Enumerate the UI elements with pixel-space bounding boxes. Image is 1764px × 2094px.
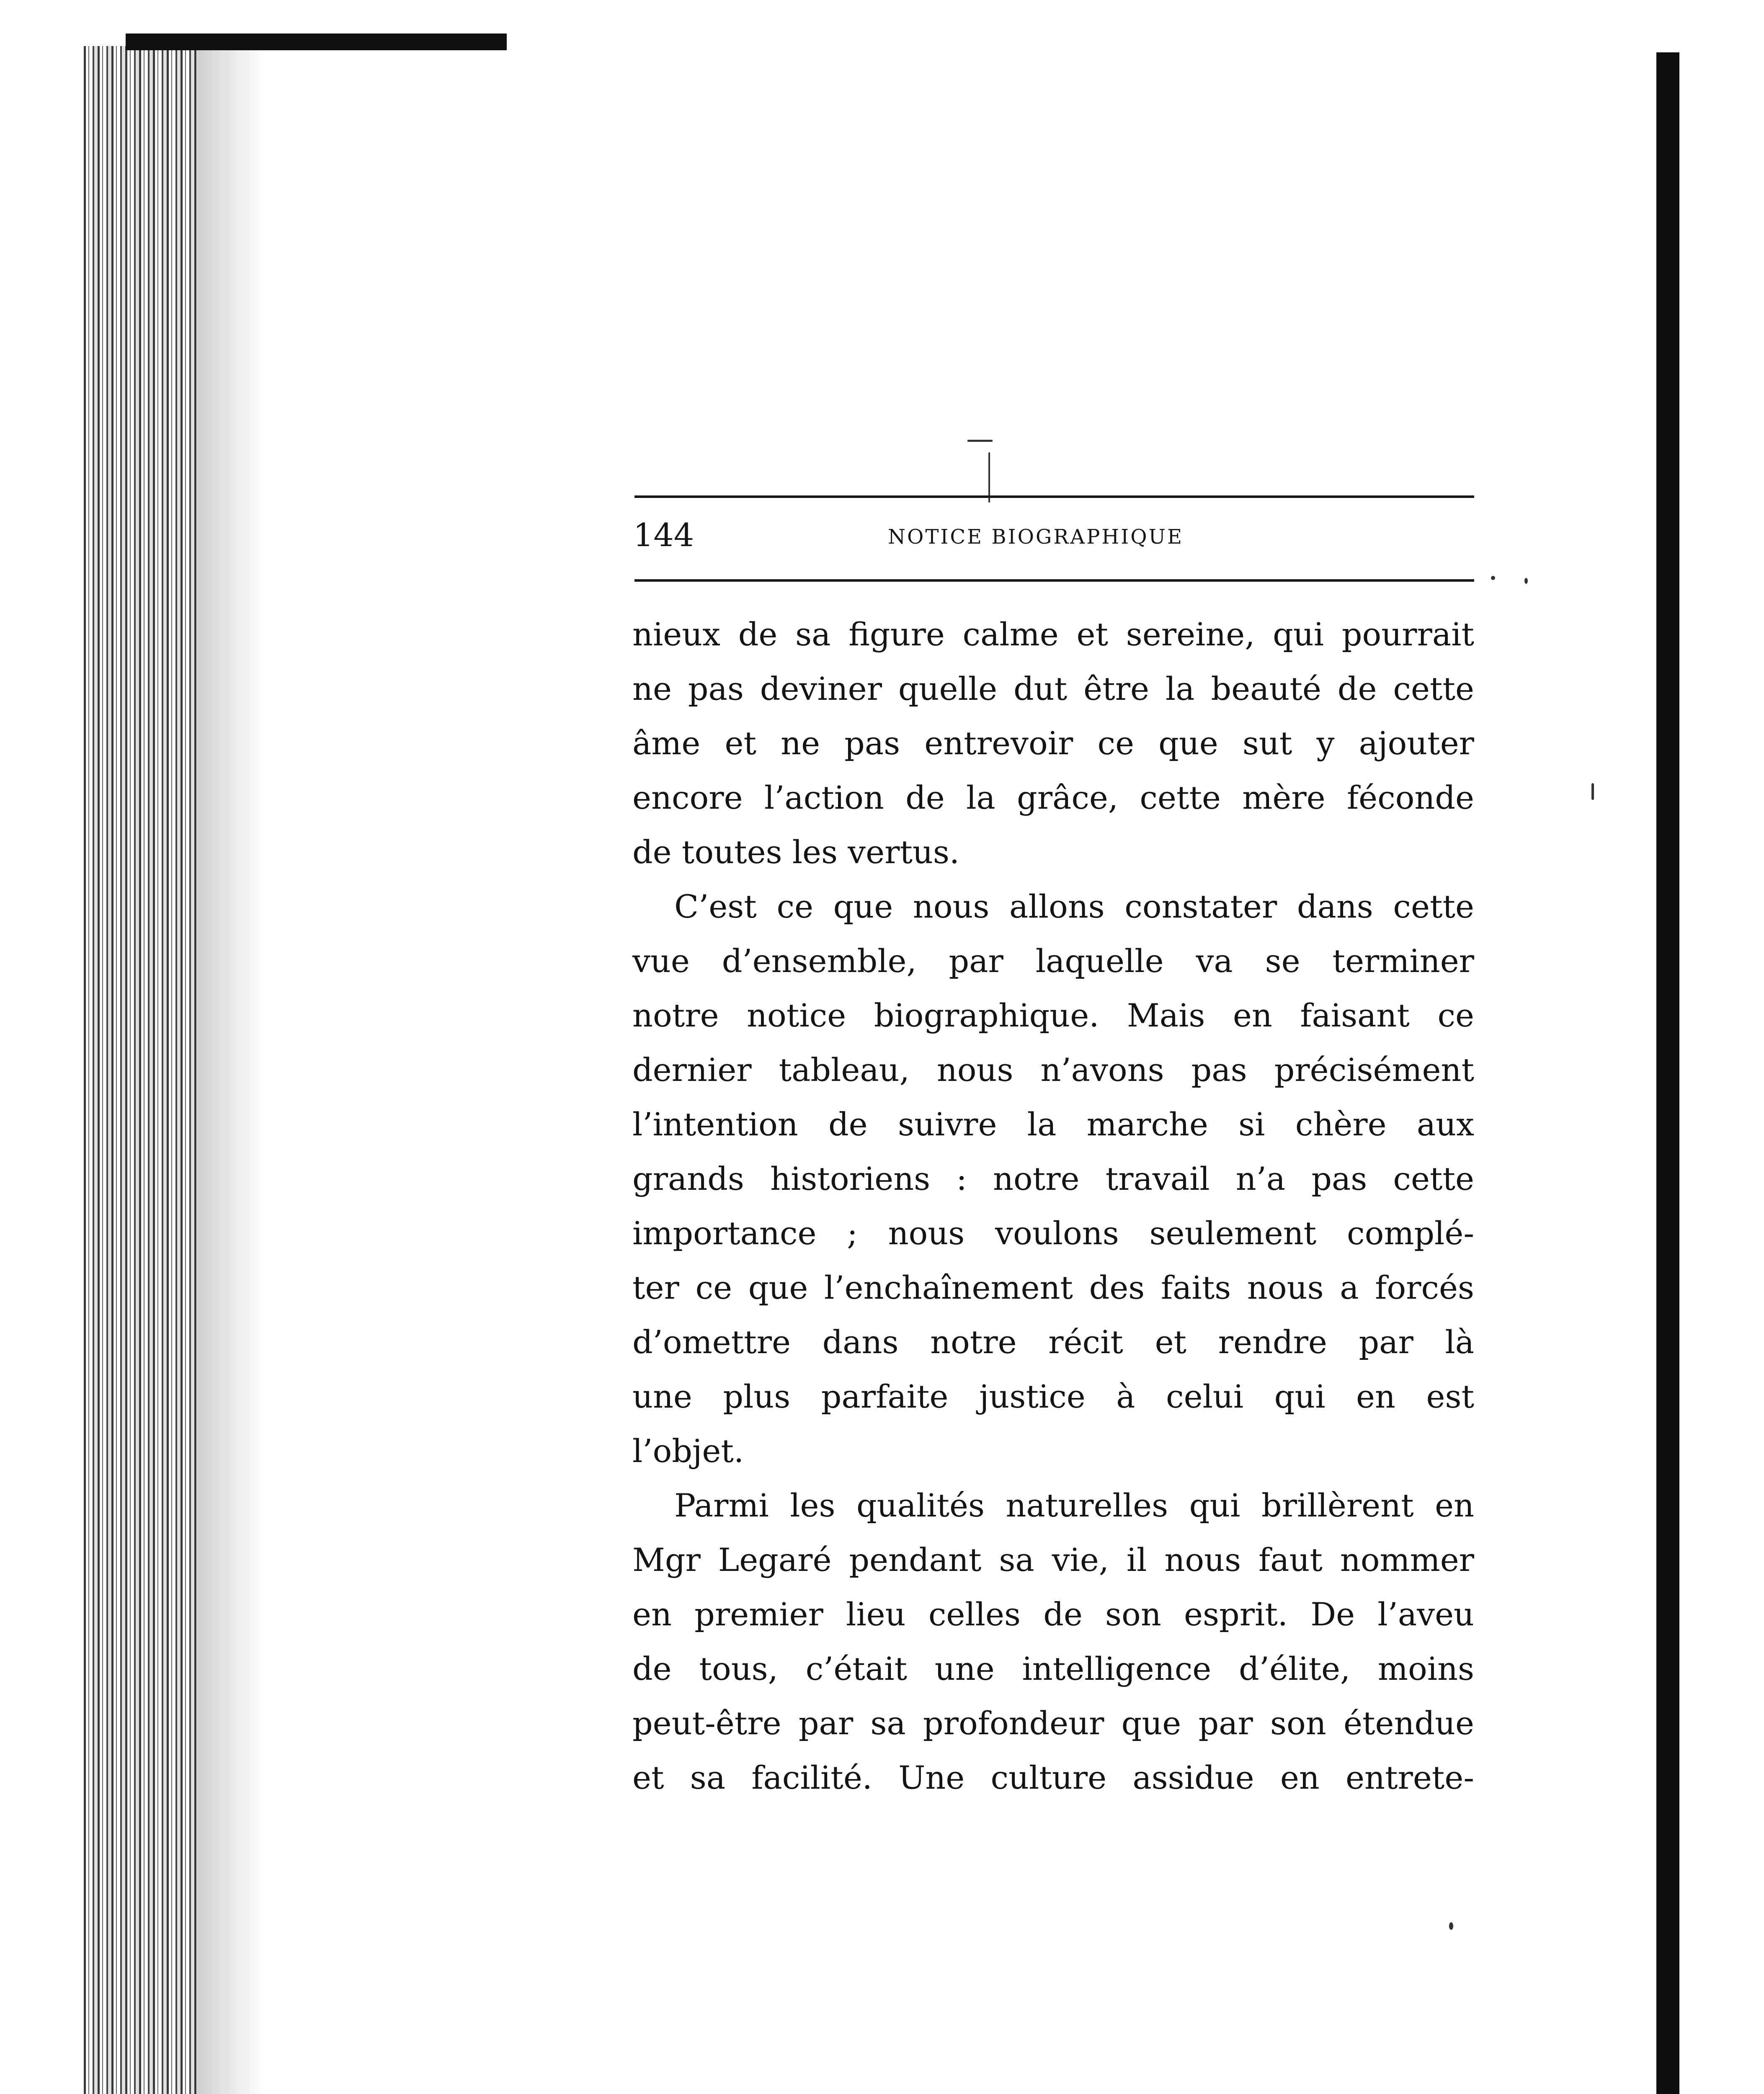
text-line: peut-être par sa profondeur que par son étendue bbox=[632, 1705, 1474, 1742]
text-line: d’omettre dans notre récit et rendre par là bbox=[632, 1323, 1474, 1361]
header-rule-top bbox=[634, 495, 1474, 498]
text-line: et sa facilité. Une culture assidue en entrete- bbox=[632, 1759, 1474, 1796]
text-line: de tous, c’était une intelligence d’élite, moins bbox=[632, 1650, 1474, 1687]
scan-speck bbox=[1491, 576, 1495, 580]
page-number: 144 bbox=[633, 516, 694, 554]
scan-speck bbox=[1524, 578, 1528, 584]
paragraph-first-line: Parmi les qualités naturelles qui brillèrent en bbox=[674, 1487, 1474, 1524]
scan-speck bbox=[1591, 783, 1594, 800]
text-line: ne pas deviner quelle dut être la beauté de cette bbox=[632, 670, 1474, 707]
text-line: âme et ne pas entrevoir ce que sut y ajouter bbox=[632, 725, 1474, 762]
text-line: Mgr Legaré pendant sa vie, il nous faut nommer bbox=[632, 1541, 1474, 1578]
text-line: importance ; nous voulons seulement complé- bbox=[632, 1215, 1474, 1252]
text-line: de toutes les vertus. bbox=[632, 833, 960, 871]
scan-speck bbox=[967, 440, 993, 442]
book-spine-edge bbox=[84, 46, 197, 2094]
body-text bbox=[632, 607, 1474, 1805]
scan-border-right bbox=[1656, 52, 1679, 2094]
header-rule-bottom bbox=[634, 579, 1474, 582]
scan-speck bbox=[988, 452, 990, 503]
running-title: NOTICE BIOGRAPHIQUE bbox=[888, 525, 1184, 549]
text-line: encore l’action de la grâce, cette mère féconde bbox=[632, 779, 1474, 816]
text-line: nieux de sa figure calme et sereine, qui pourrait bbox=[632, 616, 1474, 653]
text-line: dernier tableau, nous n’avons pas précisément bbox=[632, 1051, 1474, 1088]
text-line: grands historiens : notre travail n’a pas cette bbox=[632, 1160, 1474, 1197]
scan-speck bbox=[1449, 1922, 1453, 1930]
text-line: une plus parfaite justice à celui qui en est bbox=[632, 1378, 1474, 1415]
text-line: l’intention de suivre la marche si chère aux bbox=[632, 1106, 1474, 1143]
paragraph-first-line: C’est ce que nous allons constater dans cette bbox=[674, 888, 1474, 925]
spine-shadow bbox=[197, 46, 264, 2094]
text-line: ter ce que l’enchaînement des faits nous a forcés bbox=[632, 1269, 1474, 1306]
text-line: notre notice biographique. Mais en faisant ce bbox=[632, 997, 1474, 1034]
text-line: en premier lieu celles de son esprit. De l’aveu bbox=[632, 1596, 1474, 1633]
scan-border-top bbox=[126, 34, 507, 50]
text-line: l’objet. bbox=[632, 1432, 744, 1470]
text-line: vue d’ensemble, par laquelle va se terminer bbox=[632, 942, 1474, 980]
